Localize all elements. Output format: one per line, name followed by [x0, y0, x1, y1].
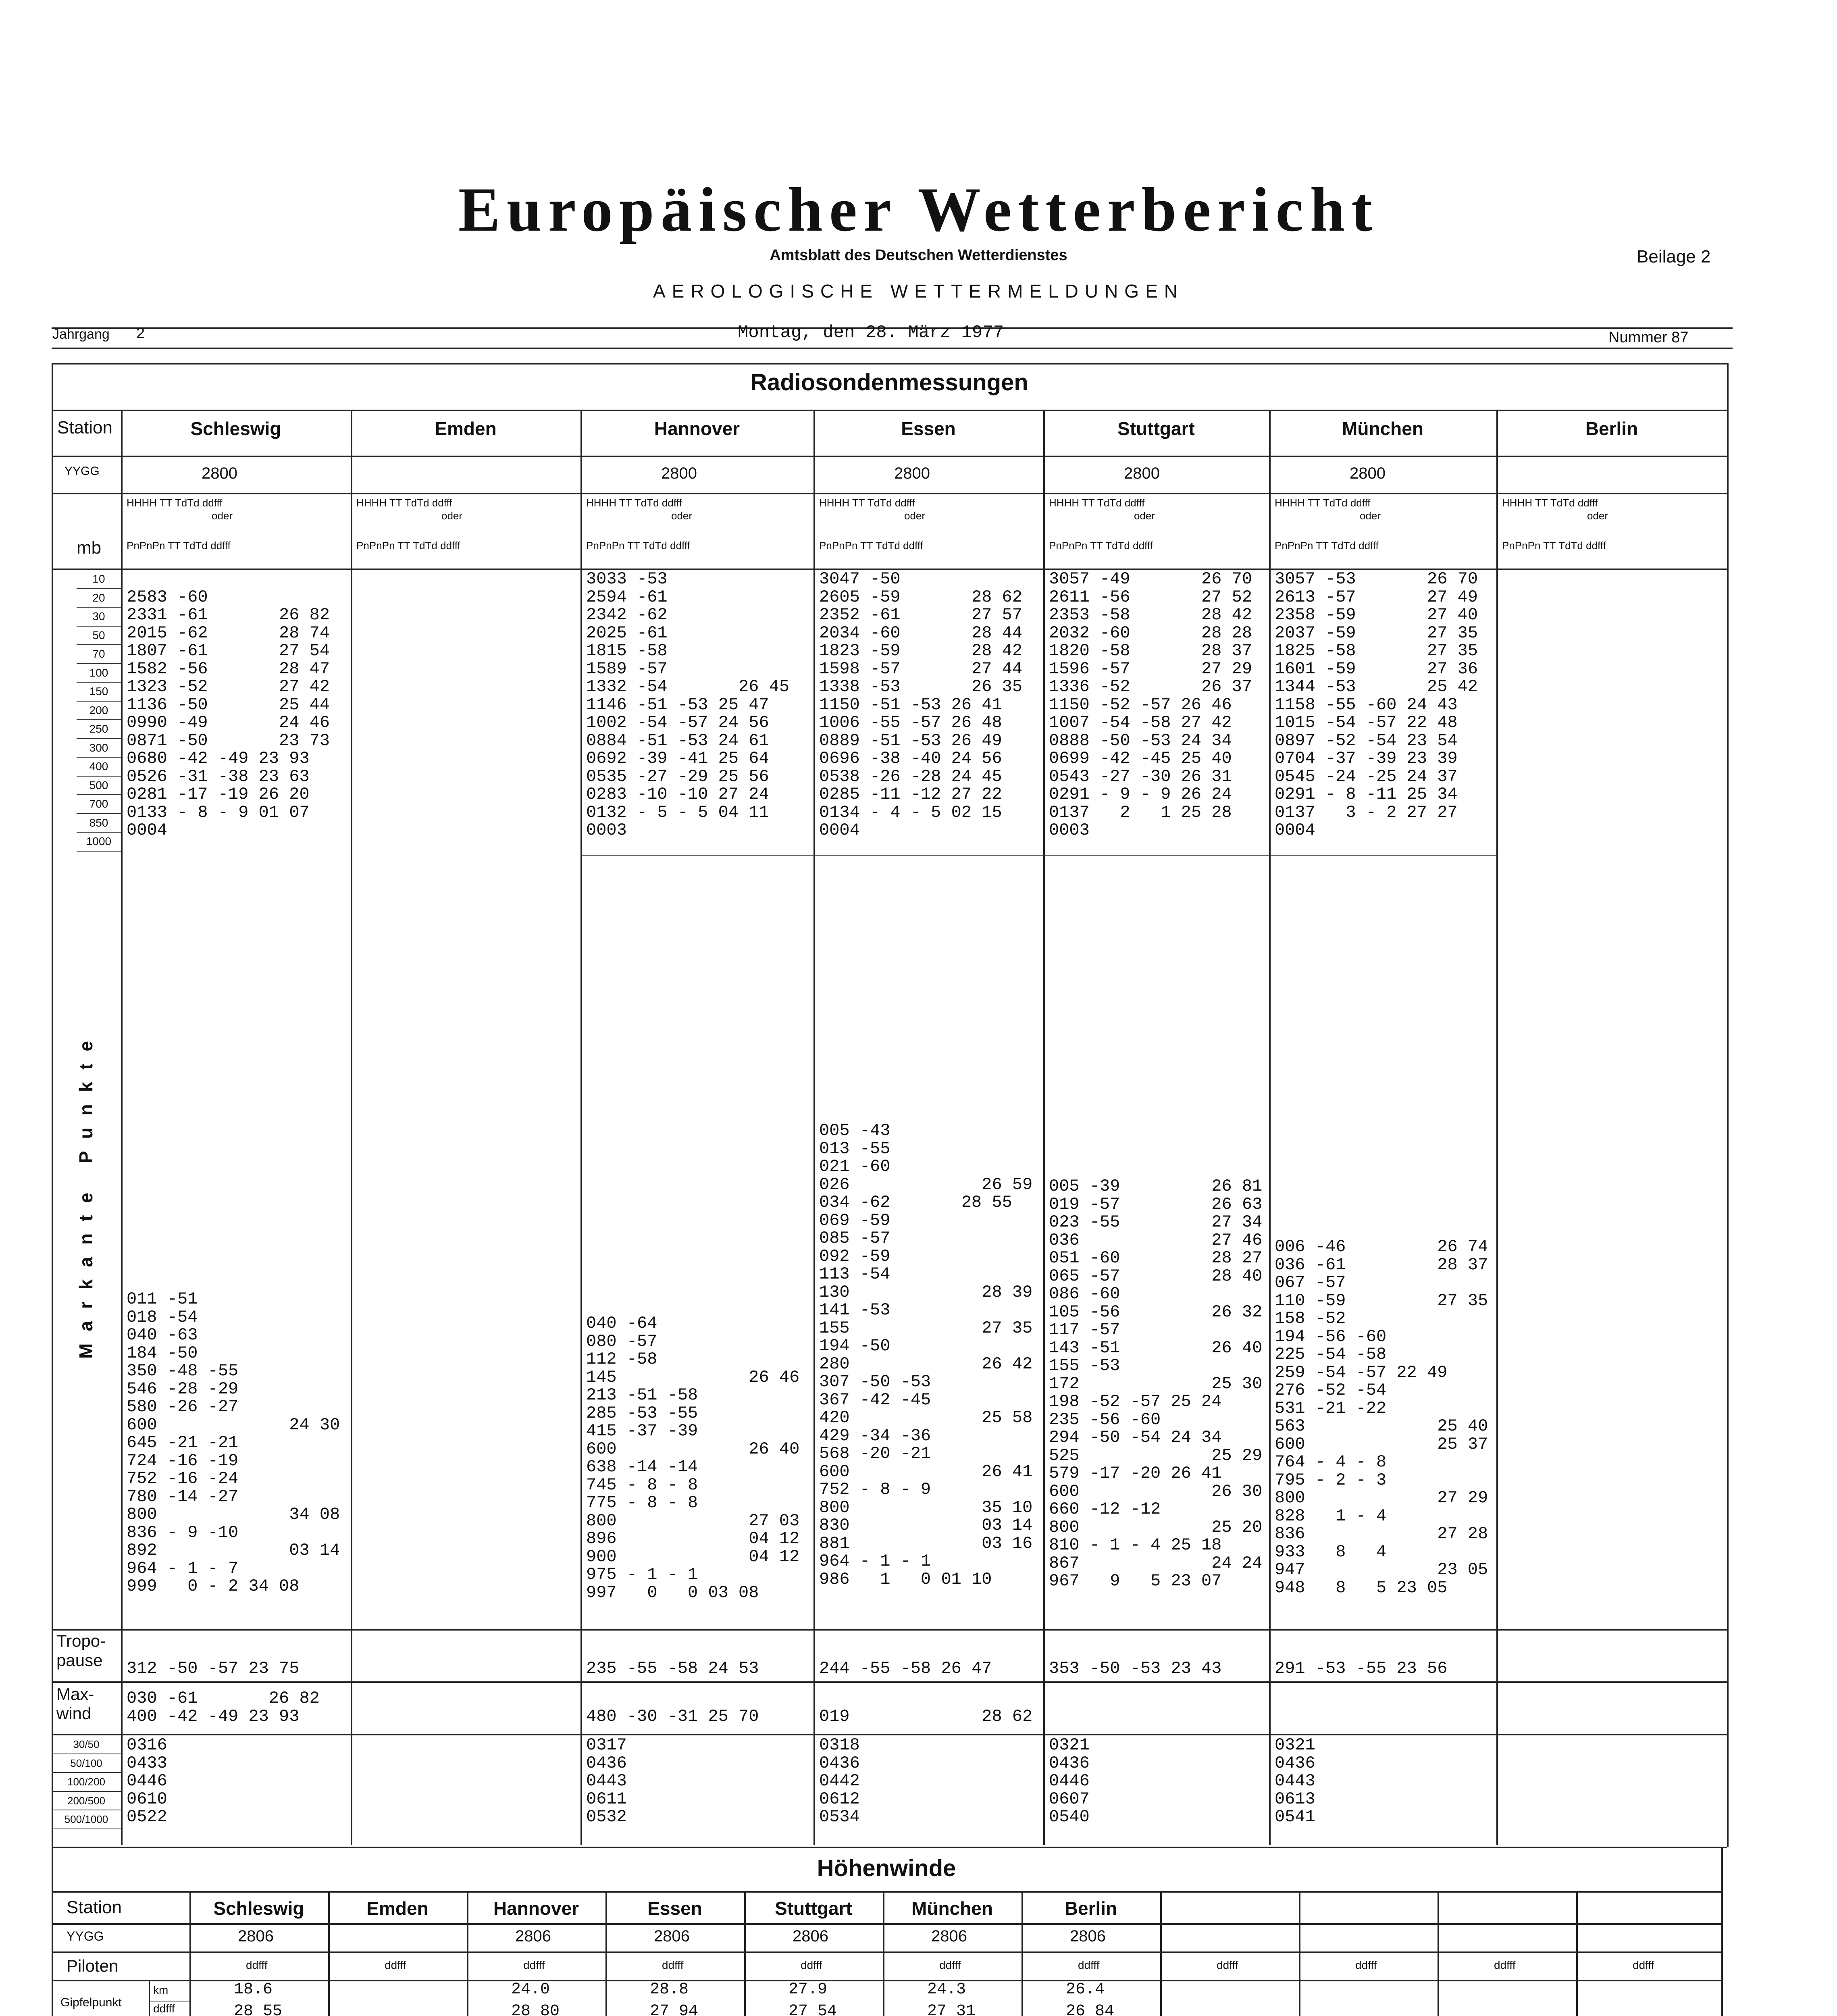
col-header-oder: oder	[1360, 510, 1381, 522]
tropo-label: Tropo- pause	[56, 1631, 106, 1670]
station-separator	[605, 1891, 607, 2016]
maxwind-data: 019 28 62	[819, 1706, 1033, 1726]
yygg-value: 2800	[1124, 464, 1160, 482]
layer-thickness-data: 0321 0436 0443 0613 0541	[1275, 1735, 1315, 1826]
radio-frame-top	[52, 363, 1727, 364]
col-header: HHHH TT TdTd ddfff	[356, 497, 452, 509]
gipfel-ddfff: 27 94	[650, 2002, 699, 2016]
layer-label: 500/1000	[52, 1810, 121, 1829]
col-header: PnPnPn TT TdTd ddfff	[1502, 539, 1606, 552]
yygg-value: 2800	[894, 464, 930, 482]
gipfel-ddfff: 28 80	[511, 2002, 560, 2016]
yygg-value: 2806	[654, 1927, 690, 1945]
station-name: Berlin	[1064, 1898, 1117, 1919]
col-header: HHHH TT TdTd ddfff	[1049, 497, 1145, 509]
station-separator	[1160, 1891, 1162, 2016]
section-heading: AEROLOGISCHE WETTERMELDUNGEN	[653, 281, 1184, 302]
col-header: HHHH TT TdTd ddfff	[586, 497, 682, 509]
jahrgang-value: 2	[136, 325, 145, 342]
col-header-oder: oder	[212, 510, 233, 522]
col-header-oder: oder	[904, 510, 926, 522]
markante-label: Markante Punkte	[75, 1029, 96, 1359]
yygg-label: YYGG	[67, 1929, 104, 1943]
col-header: PnPnPn TT TdTd ddfff	[1275, 539, 1379, 552]
significant-level-data: 006 -46 26 74 036 -61 28 37 067 -57 110 -59 27 35 158 -52 194 -56 -60 225 -54 -58 259 -54 -57 22 49 276 -52 -54 531 -21 -22 563 25 40 600 25 37 764 - 4 - 8 795 - 2 - 3 800 27 29 828 1 - 4 836 27 28 933 8 4 947 23 05 948 8 5 23 05	[1275, 1237, 1488, 1597]
significant-level-data: 005 -39 26 81 019 -57 26 63 023 -55 27 34 036 27 46 051 -60 28 27 065 -57 28 40 086 -60 105 -56 26 32 117 -57 143 -51 26 40 155 -53 172 25 30 198 -52 -57 25 24 235 -56 -60 294 -50 -54 24 34 525 25 29 579 -17 -20 26 41 600 26 30 660 -12 -12 800 25 20 810 - 1 - 4 25 18 867 24 24 967 9 5 23 07	[1049, 1177, 1263, 1591]
level-label: 30	[77, 608, 121, 627]
issue-date: Montag, den 28. März 1977	[738, 323, 1004, 343]
radio-rule	[52, 410, 1727, 411]
yygg-value: 2800	[1350, 464, 1386, 482]
station-name: Emden	[435, 418, 497, 439]
layer-label: 100/200	[52, 1773, 121, 1792]
nummer-label: Nummer 87	[1608, 329, 1689, 346]
ddfff-header: ddfff	[385, 1959, 406, 1971]
level-label: 700	[77, 795, 121, 814]
radio-rule	[52, 1681, 1727, 1683]
col-header-oder: oder	[1134, 510, 1155, 522]
station-separator	[744, 1891, 746, 2016]
col-header: HHHH TT TdTd ddfff	[1275, 497, 1371, 509]
station-separator	[1299, 1891, 1300, 2016]
maxwind-data: 480 -30 -31 25 70	[586, 1706, 759, 1726]
station-separator	[189, 1891, 191, 2016]
standard-level-data: 3047 -50 2605 -59 28 62 2352 -61 27 57 2034 -60 28 44 1823 -59 28 42 1598 -57 27 44 1338 -53 26 35 1150 -51 -53 26 41 1006 -55 -57 26 48 0889 -51 -53 26 49 0696 -38 -40 24 56 0538 -26 -28 24 45 0285 -11 -12 27 22 0134 - 4 - 5 02 15 0004	[819, 569, 1023, 840]
yygg-value: 2806	[793, 1927, 828, 1945]
station-name: Essen	[901, 418, 956, 439]
gipfel-km: 26.4	[1066, 1981, 1105, 1999]
tropopause-data: 312 -50 -57 23 75	[127, 1659, 300, 1678]
jahrgang-label: Jahrgang	[52, 327, 110, 342]
level-label: 200	[77, 702, 121, 721]
station-name: Schleswig	[213, 1898, 304, 1919]
col-header: PnPnPn TT TdTd ddfff	[819, 539, 923, 552]
col-header: PnPnPn TT TdTd ddfff	[1049, 539, 1153, 552]
beilage-label: Beilage 2	[1637, 247, 1711, 267]
km-label: km	[153, 1984, 169, 1996]
pressure-levels	[77, 570, 121, 852]
station-label: Station	[57, 418, 112, 437]
station-name: München	[1342, 418, 1423, 439]
hoehen-rule	[52, 1891, 1721, 1893]
station-separator	[883, 1891, 884, 2016]
ddfff-header: ddfff	[662, 1959, 684, 1971]
significant-level-data: 005 -43 013 -55 021 -60 026 26 59 034 -62 28 55 069 -59 085 -57 092 -59 113 -54 130 28 39 141 -53 155 27 35 194 -50 280 26 42 307 -50 -53 367 -42 -45 420 25 58 429 -34 -36 568 -20 -21 600 26 41 752 - 8 - 9 800 35 10 830 03 14 881 03 16 964 - 1 - 1 986 1 0 01 10	[819, 1121, 1033, 1589]
ddfff-header: ddfff	[1494, 1959, 1516, 1971]
yygg-value: 2800	[202, 464, 237, 482]
level-label: 50	[77, 627, 121, 646]
gipfel-km: 24.3	[927, 1981, 966, 1999]
ddfff-header: ddfff	[1078, 1959, 1100, 1971]
station-separator	[1576, 1891, 1578, 2016]
level-label: 150	[77, 683, 121, 702]
gipfel-ddfff: 27 54	[788, 2002, 837, 2016]
gipfel-label: Gipfelpunkt	[60, 1996, 122, 2009]
station-name: Emden	[366, 1898, 429, 1919]
std-block-rule	[580, 855, 1496, 856]
yygg-value: 2806	[1070, 1927, 1106, 1945]
level-label: 20	[77, 589, 121, 608]
layer-thickness-data: 0318 0436 0442 0612 0534	[819, 1735, 860, 1826]
layer-label: 30/50	[52, 1735, 121, 1754]
col-header: PnPnPn TT TdTd ddfff	[127, 539, 231, 552]
col-header: HHHH TT TdTd ddfff	[819, 497, 915, 509]
yygg-label: YYGG	[64, 464, 100, 478]
header-rule-bottom	[52, 348, 1733, 349]
hoehen-frame-right	[1721, 1847, 1723, 2016]
tropopause-data: 291 -53 -55 23 56	[1275, 1659, 1448, 1678]
subtitle: Amtsblatt des Deutschen Wetterdienstes	[770, 247, 1067, 264]
level-label: 400	[77, 758, 121, 777]
level-label: 850	[77, 814, 121, 833]
radio-rule	[52, 1629, 1727, 1631]
ddfff-header: ddfff	[939, 1959, 961, 1971]
col-header-oder: oder	[1587, 510, 1608, 522]
piloten-label: Piloten	[67, 1956, 119, 1975]
col-header-oder: oder	[441, 510, 463, 522]
significant-level-data: 011 -51 018 -54 040 -63 184 -50 350 -48 -55 546 -28 -29 580 -26 -27 600 24 30 645 -21 -21 724 -16 -19 752 -16 -24 780 -14 -27 800 34 08 836 - 9 -10 892 03 14 964 - 1 - 7 999 0 - 2 34 08	[127, 1289, 340, 1596]
level-label: 300	[77, 739, 121, 758]
hoehen-title: Höhenwinde	[817, 1855, 956, 1881]
gipfel-km: 28.8	[650, 1981, 689, 1999]
station-name: Schleswig	[190, 418, 281, 439]
radio-frame-left	[52, 363, 53, 1847]
maxwind-label: Max- wind	[56, 1685, 94, 1723]
station-name: Stuttgart	[775, 1898, 852, 1919]
significant-level-data: 040 -64 080 -57 112 -58 145 26 46 213 -51 -58 285 -53 -55 415 -37 -39 600 26 40 638 -14 -14 745 - 8 - 8 775 - 8 - 8 800 27 03 896 04 12 900 04 12 975 - 1 - 1 997 0 0 03 08	[586, 1314, 800, 1602]
station-name: München	[911, 1898, 993, 1919]
radio-rule	[52, 493, 1727, 494]
station-separator	[328, 1891, 330, 2016]
mb-label: mb	[77, 538, 102, 558]
gipfel-ddfff: 26 84	[1066, 2002, 1115, 2016]
gipfel-ddfff: 28 55	[234, 2002, 283, 2016]
level-label: 100	[77, 664, 121, 683]
tropopause-data: 353 -50 -53 23 43	[1049, 1659, 1222, 1678]
layer-label: 50/100	[52, 1754, 121, 1773]
ddfff-header: ddfff	[801, 1959, 822, 1971]
layer-thickness-data: 0321 0436 0446 0607 0540	[1049, 1735, 1090, 1826]
level-label: 70	[77, 645, 121, 664]
layer-labels	[52, 1735, 121, 1829]
station-separator	[467, 1891, 468, 2016]
ddfff-header: ddfff	[523, 1959, 545, 1971]
gipfel-km: 18.6	[234, 1981, 273, 1999]
station-name: Essen	[647, 1898, 702, 1919]
level-label: 500	[77, 777, 121, 796]
ddfff-header: ddfff	[246, 1959, 268, 1971]
radio-title: Radiosondenmessungen	[750, 369, 1028, 396]
col-header: PnPnPn TT TdTd ddfff	[356, 539, 460, 552]
radio-frame-bottom	[52, 1847, 1727, 1848]
ddfff-header: ddfff	[1355, 1959, 1377, 1971]
station-separator	[1438, 1891, 1439, 2016]
yygg-value: 2806	[515, 1927, 551, 1945]
layer-thickness-data: 0316 0433 0446 0610 0522	[127, 1735, 167, 1826]
gipfel-ddfff: 27 31	[927, 2002, 976, 2016]
gipfel-km: 27.9	[788, 1981, 828, 1999]
standard-level-data: 3057 -49 26 70 2611 -56 27 52 2353 -58 28 42 2032 -60 28 28 1820 -58 28 37 1596 -57 27 29 1336 -52 26 37 1150 -52 -57 26 46 1007 -54 -58 27 42 0888 -50 -53 24 34 0699 -42 -45 25 40 0543 -27 -30 26 31 0291 - 9 - 9 26 24 0137 2 1 25 28 0003	[1049, 569, 1252, 840]
maxwind-data: 030 -61 26 82 400 -42 -49 23 93	[127, 1689, 320, 1726]
station-name: Stuttgart	[1117, 418, 1195, 439]
hoehen-rule	[52, 1923, 1721, 1925]
col-header-oder: oder	[671, 510, 693, 522]
level-label: 250	[77, 720, 121, 739]
tropopause-data: 244 -55 -58 26 47	[819, 1659, 992, 1678]
ddfff-header: ddfff	[1633, 1959, 1654, 1971]
col-header: HHHH TT TdTd ddfff	[1502, 497, 1598, 509]
hoehen-rule	[52, 1980, 1721, 1981]
level-label: 10	[77, 570, 121, 589]
layer-thickness-data: 0317 0436 0443 0611 0532	[586, 1735, 627, 1826]
yygg-value: 2806	[238, 1927, 274, 1945]
yygg-value: 2806	[931, 1927, 967, 1945]
standard-level-data: 3033 -53 2594 -61 2342 -62 2025 -61 1815 -58 1589 -57 1332 -54 26 45 1146 -51 -53 25 47 1002 -54 -57 24 56 0884 -51 -53 24 61 0692 -39 -41 25 64 0535 -27 -29 25 56 0283 -10 -10 27 24 0132 - 5 - 5 04 11 0003	[586, 569, 790, 840]
hoehen-rule	[52, 1951, 1721, 1953]
tropopause-data: 235 -55 -58 24 53	[586, 1659, 759, 1678]
col-header: HHHH TT TdTd ddfff	[127, 497, 223, 509]
level-label: 1000	[77, 833, 121, 852]
standard-level-data: 2583 -60 2331 -61 26 82 2015 -62 28 74 1807 -61 27 54 1582 -56 28 47 1323 -52 27 42 1136 -50 25 44 0990 -49 24 46 0871 -50 23 73 0680 -42 -49 23 93 0526 -31 -38 23 63 0281 -17 -19 26 20 0133 - 8 - 9 01 07 0004	[127, 587, 330, 840]
col-header: PnPnPn TT TdTd ddfff	[586, 539, 690, 552]
page-title: Europäischer Wetterbericht	[458, 175, 1379, 244]
gipfel-km: 24.0	[511, 1981, 550, 1999]
ddfff-header: ddfff	[1217, 1959, 1238, 1971]
station-label: Station	[67, 1897, 122, 1917]
station-name: Hannover	[493, 1898, 579, 1919]
radio-frame-right	[1727, 363, 1729, 1847]
layer-label: 200/500	[52, 1792, 121, 1811]
station-separator	[1021, 1891, 1023, 2016]
station-name: Hannover	[654, 418, 740, 439]
gipfel-separator	[149, 1980, 150, 2016]
radio-rule	[52, 1734, 1727, 1735]
yygg-value: 2800	[661, 464, 697, 482]
station-name: Berlin	[1585, 418, 1638, 439]
ddfff-label: ddfff	[153, 2002, 175, 2015]
standard-level-data: 3057 -53 26 70 2613 -57 27 49 2358 -59 27 40 2037 -59 27 35 1825 -58 27 35 1601 -59 27 36 1344 -53 25 42 1158 -55 -60 24 43 1015 -54 -57 22 48 0897 -52 -54 23 54 0704 -37 -39 23 39 0545 -24 -25 24 37 0291 - 8 -11 25 34 0137 3 - 2 27 27 0004	[1275, 569, 1478, 840]
radio-rule	[52, 456, 1727, 457]
